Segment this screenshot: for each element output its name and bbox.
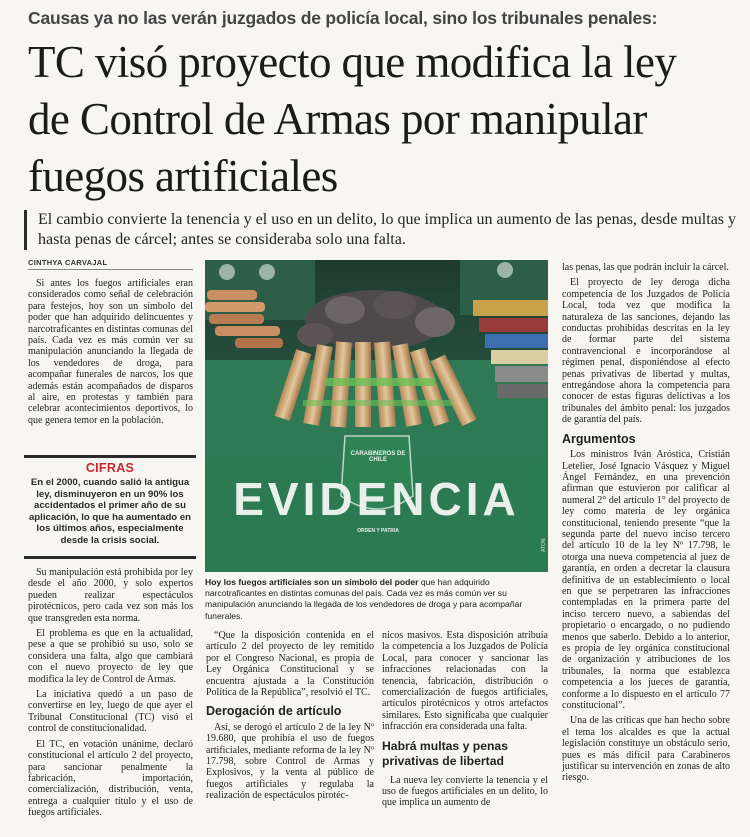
evidencia-sign: EVIDENCIA [233, 473, 520, 525]
paragraph: nicos masivos. Esta disposición atribuía la competencia a los Juzgados de Policía Local, para conocer y sancionar las infracciones relacionadas con la tenencia, fabricación, distribución o comercialización de fuegos artificiales, artículos pirotécnicos y otros artefactos similares. Esto significaba que cualquier infracción era considerada una falta. [382, 630, 548, 733]
column-1-bottom [28, 567, 193, 823]
caption-bold: Hoy los fuegos artificiales son un símbolo del poder [205, 577, 419, 587]
section-heading-argumentos: Argumentos [562, 431, 636, 446]
paragraph: El TC, en votación unánime, declaró constitucional el artículo 2 del proyecto, para sancionar penalmente la fabricación, importación, comercialización, distribución, venta, entrega a cualquier título y el uso de fuegos artificiales. [28, 738, 193, 819]
paragraph: “Que la disposición contenida en el artículo 2 del proyecto de ley remitido por el Congreso Nacional, es propia de Ley Orgánica Constitucional y se encuentra ajustada a la Constitución Política de la República”, resolvió el TC. [206, 630, 374, 699]
photo-credit: ATON [541, 538, 547, 552]
byline-rule [28, 269, 193, 270]
cifras-text: En el 2000, cuando salió la antigua ley, disminuyeron en un 90% los accidentados el primer año de su aplicación, lo que ha aumentado en los últimos años, especialmente desde la crisis social. [28, 477, 192, 546]
paragraph: El proyecto de ley deroga dicha competencia de los Juzgados de Policía Local, toda vez que modifica la naturaleza de las sanciones, dejando las conductas prohibidas descritas en la ley de formar parte del sistema contravencional e incorporándose al régimen penal, disponiéndose al efecto penas privativas de libertad y multas, entregándose ahora la competencia para conocer de estas figuras delictivas a los tribunales del ámbito penal: los juzgados de garantía del país. [562, 277, 730, 426]
badge-bottom-text: ORDEN Y PATRIA [357, 528, 399, 534]
section-heading-derogacion: Derogación de artículo [206, 704, 342, 719]
paragraph: Una de las críticas que han hecho sobre el tema los alcaldes es que la actual legislación constituye un obstáculo serio, pues es más difícil para Carabineros justificar su intervención en zonas de alto riesgo. [562, 715, 730, 784]
paragraph: La nueva ley convierte la tenencia y el uso de fuegos artificiales en un delito, lo que implica un aumento de [382, 774, 548, 809]
kicker: Causas ya no las verán juzgados de policía local, sino los tribunales penales: [28, 8, 658, 28]
byline: CINTHYA CARVAJAL [28, 258, 108, 267]
paragraph: El problema es que en la actualidad, pese a que se prohibió su uso, solo se considera una falta, algo que cambiará con el nuevo proyecto de ley que modifica la ley de Control de Armas. [28, 628, 193, 685]
column-2 [206, 630, 374, 806]
paragraph: La iniciativa quedó a un paso de convertirse en ley, luego de que ayer el Tribunal Constitucional (TC) visó el control de constitucionalidad. [28, 689, 193, 735]
paragraph: Los ministros Iván Aróstica, Cristián Letelier, José Ignacio Vásquez y Miguel Ángel Fernández, en una prevención afirman que estuvieron por calificar al numeral 2° del artículo 1° del proyecto de ley como materia de ley orgánica constitucional, teniendo presente “que la segunda parte del nuevo inciso tercero del artículo 10 de la ley Nº 17.798, le otorga una nueva competencia al juez de garantía, en orden a decretar la clausura definitiva de un establecimiento o local en que se perpetraren las infracciones contempladas en la primera parte del inciso tercero nuevo, a sabiendas del propietario o encargado, o no pudiendo menos que saberlo. Debido a lo anterior, es propia de ley orgánica constitucional de organización y atribuciones de los tribunales, la norma que establezca competencia a los jueces de garantía, conforme a lo dispuesto en el artículo 77 constitucional”. [562, 449, 730, 712]
paragraph: las penas, las que podrán incluir la cárcel. [562, 262, 729, 273]
paragraph: Así, se derogó el artículo 2 de la ley Nº 19.680, que prohibía el uso de fuegos artificiales, mediante reforma de la ley Nº 17.798, sobre Control de Armas y Explosivos, y la venta al público de fuegos artificiales y regulaba la realización de espectáculos pirotéc- [206, 721, 374, 802]
column-4 [562, 262, 730, 788]
section-heading-multas: Habrá multas y penas privativas de libertad [382, 738, 508, 768]
subhead-rule [24, 210, 27, 250]
headline: TC visó proyecto que modifica la ley de Control de Armas por manipular fuegos artificiales [28, 37, 677, 201]
fireworks-evidence-photo [205, 260, 548, 572]
column-3 [382, 630, 548, 813]
paragraph: Su manipulación está prohibida por ley desde el año 2000, y solo expertos pueden realizar espectáculos pirotécnicos, pero cada vez son más los que transgreden esta norma. [28, 567, 193, 624]
subhead: El cambio convierte la tenencia y el uso en un delito, lo que implica un aumento de las penas, desde multas y hasta penas de cárcel; antes se consideraba solo una falta. [38, 211, 737, 248]
paragraph: Si antes los fuegos artificiales eran considerados como señal de celebración para festejos, hoy son un símbolo del poder que han adquirido delincuentes y narcotraficantes en distintas comunas del país. Cada vez es más común ver su manipulación anunciando la llegada de los vendedores de droga, para acompañar funerales de narcos, los que además están acompañados de disparos al aire, en protestas y también para celebrar acontecimientos deportivos, lo que genera temor en la población. [28, 278, 193, 426]
cifras-box [24, 455, 196, 559]
badge-top-text: CARABINEROS DE CHILE [350, 451, 406, 463]
column-1-top [28, 278, 193, 430]
caption-rest: que han adquirido narcotraficantes en distintas comunas del país. Cada vez es más común ver su manipulación anunciando la llegada de los vendedores de droga y para acompañar funerales. [205, 577, 523, 621]
photo-caption [205, 577, 550, 622]
cifras-title: CIFRAS [85, 461, 135, 475]
